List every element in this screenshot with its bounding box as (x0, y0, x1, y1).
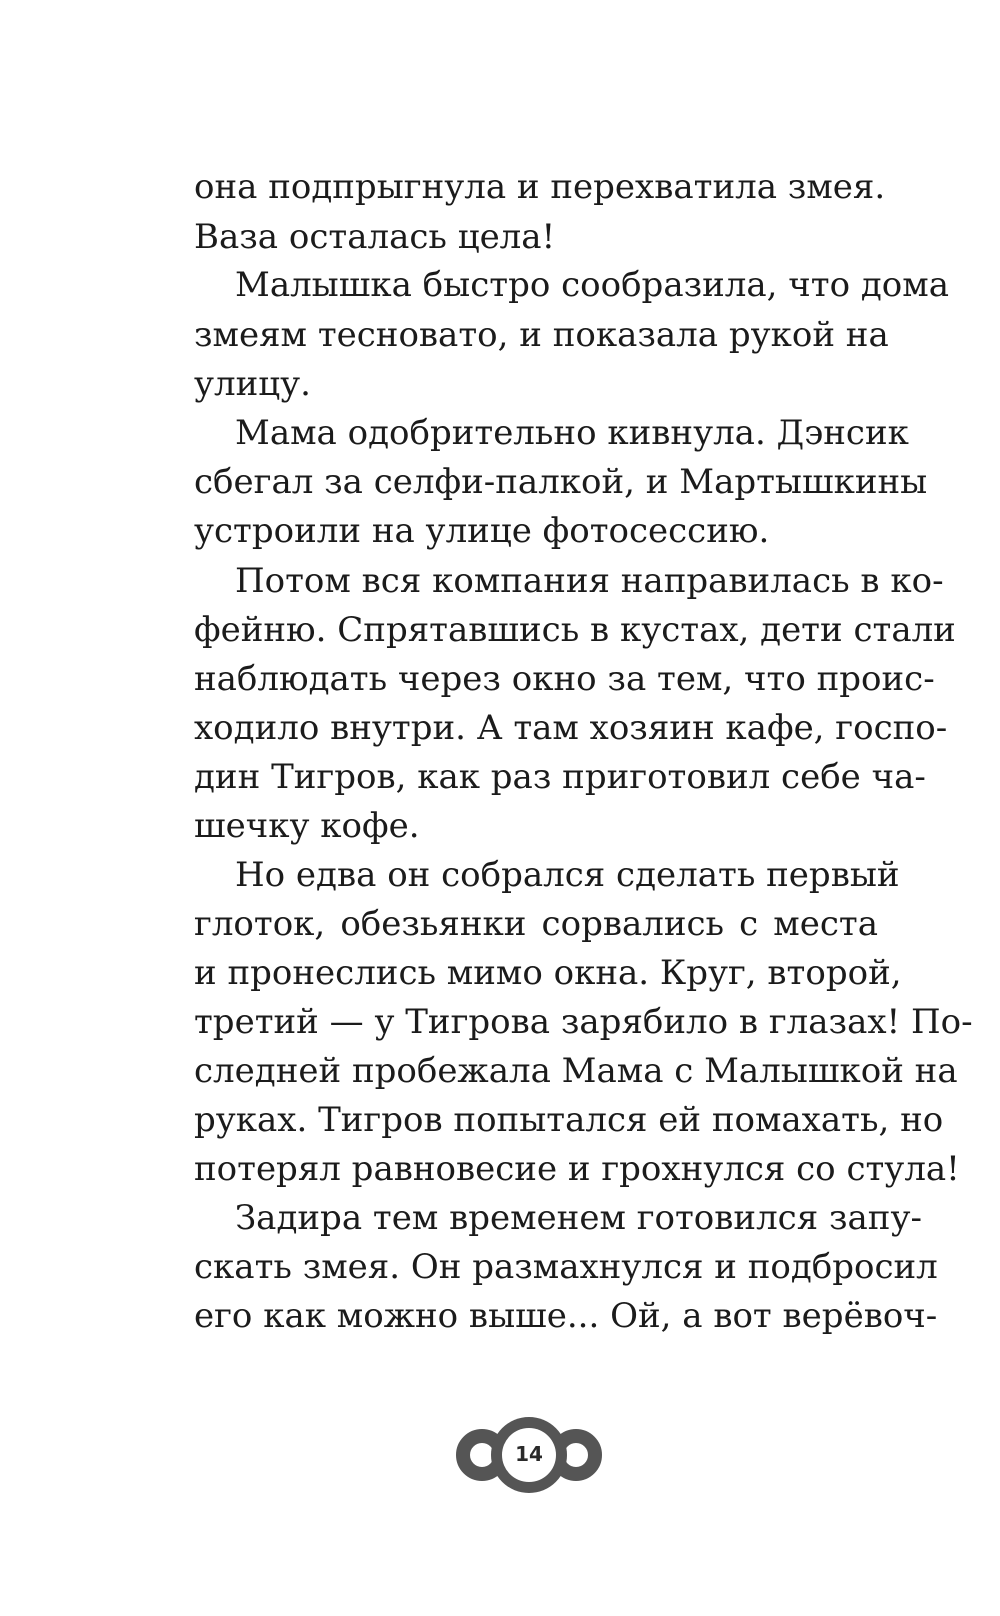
text-line: змеям тесновато, и показала рукой на (194, 315, 889, 355)
text-line: устроили на улице фотосессию. (194, 511, 770, 551)
text-line: и пронеслись мимо окна. Круг, второй, (194, 953, 902, 993)
page-number-badge (454, 1410, 604, 1500)
text-line: Ваза осталась цела! (194, 217, 556, 257)
text-line: улицу. (194, 364, 311, 404)
text-line: она подпрыгнула и перехватила змея. (194, 167, 886, 207)
text-line: Но едва он собрался сделать первый (235, 855, 900, 895)
text-line: потерял равновесие и грохнулся со стула! (194, 1149, 960, 1189)
text-line: наблюдать через окно за тем, что проис- (194, 659, 935, 699)
text-line: ходило внутри. А там хозяин кафе, госпо- (194, 708, 948, 748)
text-line: третий — у Тигрова зарябило в глазах! По- (194, 1002, 973, 1042)
text-line: дин Тигров, как раз приготовил себе ча- (194, 757, 926, 797)
text-line: Задира тем временем готовился запу- (235, 1198, 922, 1238)
text-line: сбегал за селфи-палкой, и Мартышкины (194, 462, 928, 502)
text-line: глоток, обезьянки сорвались с места (194, 904, 878, 944)
page-number: 14 (515, 1442, 543, 1466)
text-line: фейню. Спрятавшись в кустах, дети стали (194, 610, 956, 650)
text-line: руках. Тигров попытался ей помахать, но (194, 1100, 944, 1140)
text-line: скать змея. Он размахнулся и подбросил (194, 1247, 938, 1287)
text-line: Мама одобрительно кивнула. Дэнсик (235, 413, 909, 453)
text-line: его как можно выше... Ой, а вот верёвоч- (194, 1296, 938, 1336)
text-line: Потом вся компания направилась в ко- (235, 561, 944, 601)
text-line: Малышка быстро сообразила, что дома (235, 265, 949, 305)
text-line: следней пробежала Мама с Малышкой на (194, 1051, 958, 1091)
text-line: шечку кофе. (194, 806, 420, 846)
